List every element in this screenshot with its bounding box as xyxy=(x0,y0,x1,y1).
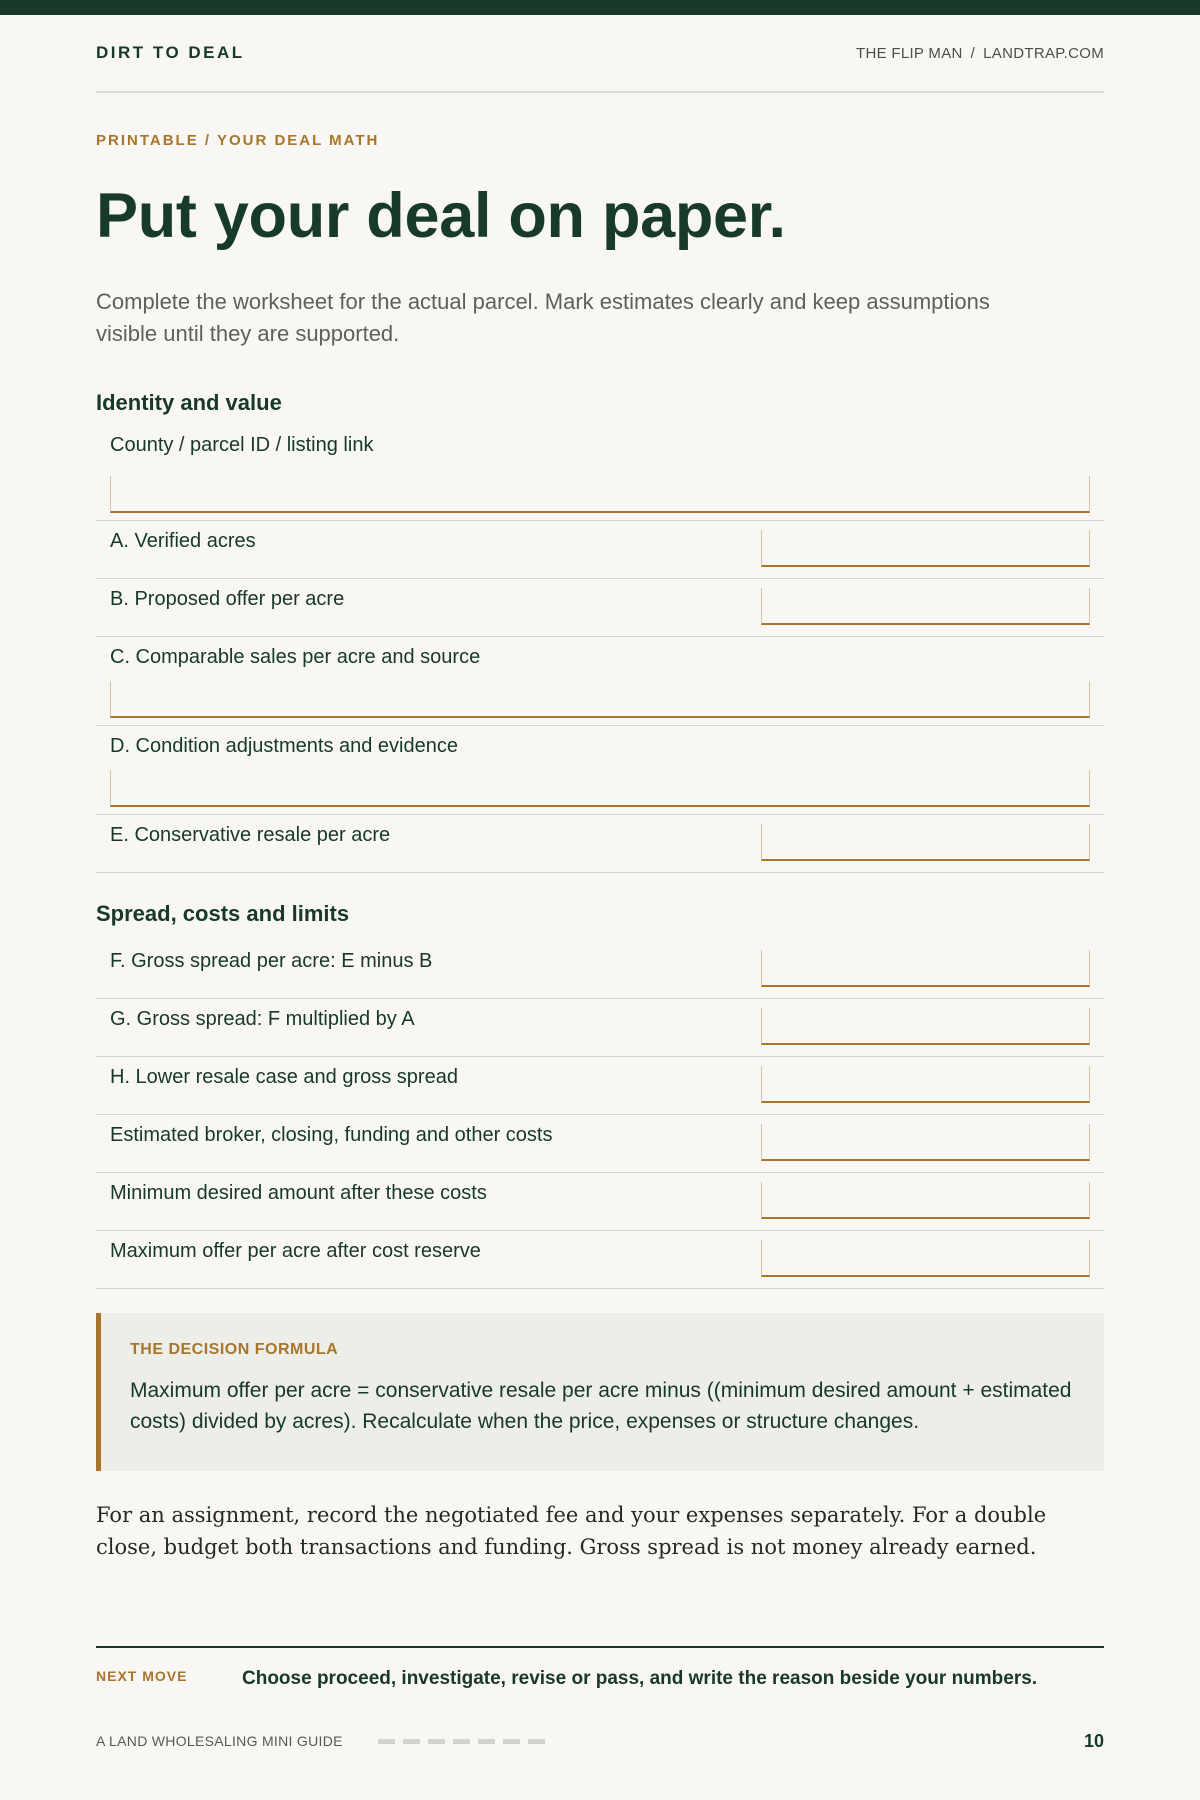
worksheet-row-parcel-id xyxy=(96,430,1104,521)
write-in-field[interactable] xyxy=(761,530,1090,567)
progress-dash xyxy=(378,1739,395,1744)
worksheet-row-comparable-sales xyxy=(96,637,1104,726)
guide-label: A LAND WHOLESALING MINI GUIDE xyxy=(96,1733,343,1749)
worksheet-row-offer-per-acre xyxy=(96,579,1104,637)
row-label: B. Proposed offer per acre xyxy=(110,588,345,610)
page-header xyxy=(96,15,1104,93)
progress-dash xyxy=(503,1739,520,1744)
write-in-field[interactable] xyxy=(110,476,1090,513)
decision-formula-callout xyxy=(96,1313,1104,1471)
site-name: LANDTRAP.COM xyxy=(983,44,1104,62)
row-label: G. Gross spread: F multiplied by A xyxy=(110,1008,415,1030)
author-name: THE FLIP MAN xyxy=(855,44,963,62)
formula-title: THE DECISION FORMULA xyxy=(130,1341,339,1358)
row-label: Maximum offer per acre after cost reserve xyxy=(110,1240,481,1262)
next-move-bar xyxy=(96,1646,1104,1690)
section-title-identity: Identity and value xyxy=(96,390,282,415)
worksheet-row-verified-acres xyxy=(96,521,1104,579)
page-progress-dashes xyxy=(378,1739,545,1744)
write-in-field[interactable] xyxy=(761,1066,1090,1103)
write-in-field[interactable] xyxy=(761,588,1090,625)
page-number: 10 xyxy=(1083,1730,1104,1751)
next-move-text: Choose proceed, investigate, revise or pass, and write the reason beside your numbers. xyxy=(242,1668,1038,1689)
worksheet-page xyxy=(96,15,1104,1563)
row-label: H. Lower resale case and gross spread xyxy=(110,1066,458,1088)
progress-dash xyxy=(428,1739,445,1744)
page-footer xyxy=(96,1728,1104,1754)
worksheet-row-maximum-offer xyxy=(96,1231,1104,1289)
worksheet-row-conservative-resale xyxy=(96,815,1104,873)
eyebrow-label: PRINTABLE / YOUR DEAL MATH xyxy=(96,132,380,149)
write-in-field[interactable] xyxy=(761,1182,1090,1219)
row-label: C. Comparable sales per acre and source xyxy=(110,646,481,668)
section-title-spread: Spread, costs and limits xyxy=(96,901,350,926)
write-in-field[interactable] xyxy=(110,681,1090,718)
write-in-field[interactable] xyxy=(761,950,1090,987)
row-label: County / parcel ID / listing link xyxy=(110,434,374,456)
worksheet-row-condition-adjustments xyxy=(96,726,1104,815)
byline-separator: / xyxy=(970,44,976,62)
write-in-field[interactable] xyxy=(761,1008,1090,1045)
row-label: F. Gross spread per acre: E minus B xyxy=(110,950,433,972)
next-move-label: NEXT MOVE xyxy=(96,1668,188,1684)
row-label: A. Verified acres xyxy=(110,530,256,552)
write-in-field[interactable] xyxy=(761,824,1090,861)
intro-paragraph: Complete the worksheet for the actual parcel. Mark estimates clearly and keep assumptions visible until they are supported. xyxy=(96,289,990,346)
write-in-field[interactable] xyxy=(761,1240,1090,1277)
progress-dash xyxy=(453,1739,470,1744)
worksheet-row-gross-spread-per-acre xyxy=(96,941,1104,999)
progress-dash xyxy=(478,1739,495,1744)
worksheet-row-estimated-costs xyxy=(96,1115,1104,1173)
worksheet-row-lower-resale-case xyxy=(96,1057,1104,1115)
progress-dash xyxy=(403,1739,420,1744)
worksheet-row-gross-spread xyxy=(96,999,1104,1057)
top-accent-bar xyxy=(0,0,1200,15)
assignment-note: For an assignment, record the negotiated fee and your expenses separately. For a double close, budget both transactions and funding. Gross spread is not money already earned. xyxy=(96,1503,1047,1559)
write-in-field[interactable] xyxy=(761,1124,1090,1161)
row-label: Minimum desired amount after these costs xyxy=(110,1182,487,1204)
worksheet-row-minimum-desired-amount xyxy=(96,1173,1104,1231)
progress-dash xyxy=(528,1739,545,1744)
row-label: E. Conservative resale per acre xyxy=(110,824,391,846)
byline xyxy=(856,45,1104,62)
page-title: Put your deal on paper. xyxy=(96,181,786,251)
spread-rows xyxy=(96,941,1104,1289)
formula-text: Maximum offer per acre = conservative resale per acre minus ((minimum desired amount + estimated costs) divided by acres). Recalculate when the price, expenses or structure changes. xyxy=(130,1379,1072,1433)
row-label: Estimated broker, closing, funding and other costs xyxy=(110,1124,553,1146)
identity-rows xyxy=(96,430,1104,873)
write-in-field[interactable] xyxy=(110,770,1090,807)
row-label: D. Condition adjustments and evidence xyxy=(110,735,458,757)
brand-title: DIRT TO DEAL xyxy=(96,43,245,62)
